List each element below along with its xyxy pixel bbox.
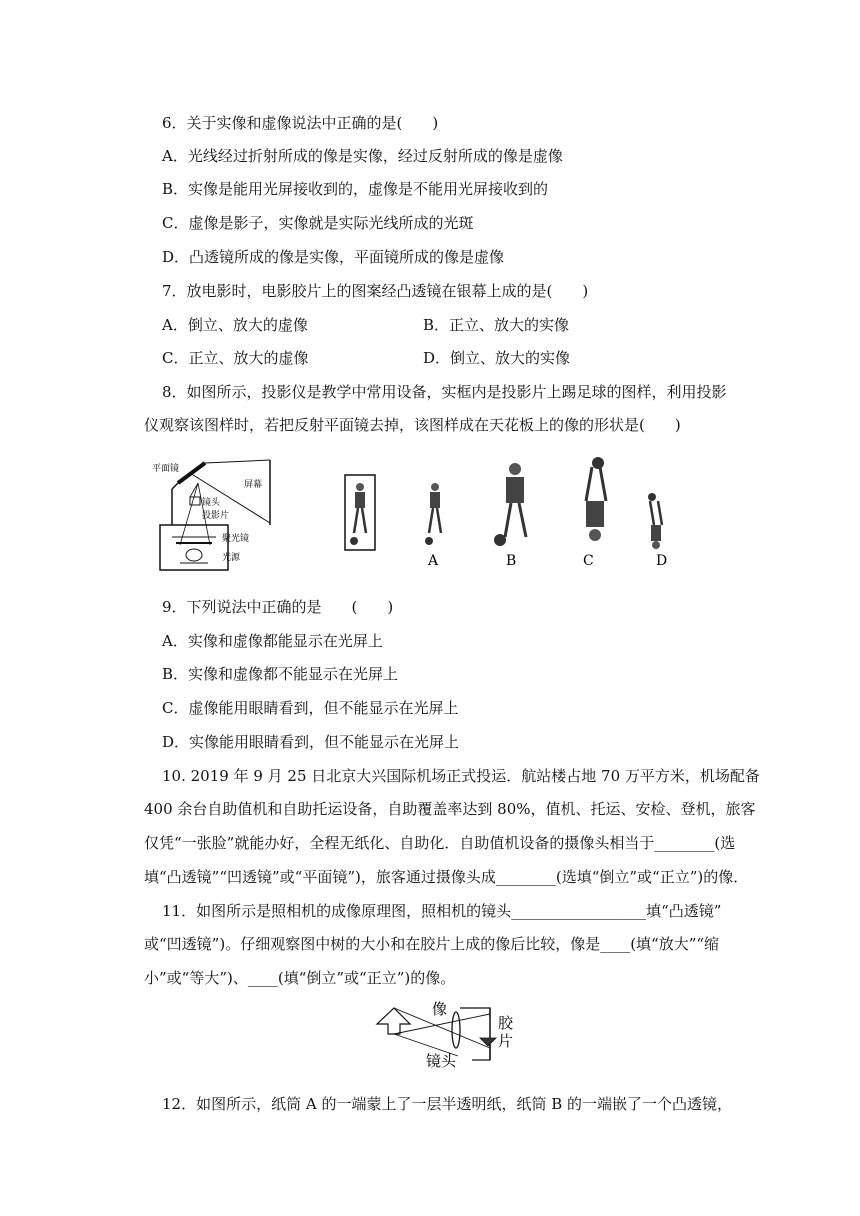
q9-stem: 9．下列说法中正确的是 ( ): [162, 598, 394, 616]
q9-option-d: D．实像能用眼睛看到，但不能显示在光屏上: [162, 733, 460, 751]
lens: [190, 497, 200, 505]
q11-line2: 或“凹透镜”)。仔细观察图中树的大小和在胶片上成的像后比较，像是____(填“放大”“缩: [144, 935, 720, 953]
option-a-player: [425, 483, 441, 545]
q7-stem: 7．放电影时，电影胶片上的图案经凸透镜在银幕上成的是( ): [162, 282, 589, 300]
option-d-player: [648, 493, 662, 549]
q7-option-d: D．倒立、放大的实像: [423, 349, 571, 367]
label-light: 光源: [222, 553, 241, 563]
q6-option-d: D．凸透镜所成的像是实像，平面镜所成的像是虚像: [162, 248, 505, 266]
label-mirror: 平面镜: [152, 464, 180, 474]
q7-option-c: C．正立、放大的虚像: [162, 349, 309, 367]
q6-option-a: A．光线经过折射所成的像是实像，经过反射所成的像是虚像: [162, 147, 563, 165]
camera-figure: [372, 1000, 532, 1072]
option-a-label: A: [428, 553, 439, 569]
q11-line1: 11．如图所示是照相机的成像原理图，照相机的镜头__________________填“凸透镜”: [162, 902, 722, 920]
q6-option-b: B．实像是能用光屏接收到的，虚像是不能用光屏接收到的: [162, 180, 549, 198]
label-lens: 镜头: [426, 1052, 457, 1070]
label-condenser: 聚光镜: [222, 534, 250, 544]
light-source: [186, 549, 202, 561]
q8-stem-line1: 8．如图所示，投影仪是教学中常用设备，实框内是投影片上踢足球的图样，利用投影: [162, 383, 727, 401]
option-c-label: C: [583, 553, 594, 569]
option-b-label: B: [506, 553, 517, 569]
projector-figure: [150, 455, 280, 580]
q10-line4: 填“凸透镜”“凹透镜”或“平面镜”)，旅客通过摄像头成________(选填“倒立”或“正立”)的像．: [144, 868, 749, 886]
q11-line3: 小”或“等大”)、____(填“倒立”或“正立”)的像。: [144, 969, 456, 987]
option-c-player: [586, 457, 606, 541]
q12-line1: 12．如图所示，纸筒 A 的一端蒙上了一层半透明纸，纸筒 B 的一端嵌了一个凸透镜，: [162, 1095, 733, 1113]
original-player: [350, 483, 366, 545]
label-film-1: 胶: [498, 1014, 514, 1032]
q9-option-a: A．实像和虚像都能显示在光屏上: [162, 632, 383, 650]
q9-option-c: C．虚像能用眼睛看到，但不能显示在光屏上: [162, 699, 459, 717]
q7-option-b: B．正立、放大的实像: [423, 316, 570, 334]
q6-option-c: C．虚像是影子，实像就是实际光线所成的光斑: [162, 214, 474, 232]
q8-stem-line2: 仪观察该图样时，若把反射平面镜去掉，该图样成在天花板上的像的形状是( ): [144, 416, 681, 434]
q10-line3: 仅凭“一张脸”就能办好，全程无纸化、自助化．自助值机设备的摄像头相当于________(选: [144, 834, 736, 852]
label-lens: 镜头: [202, 498, 221, 508]
tree: [377, 1008, 410, 1034]
camera-lens: [452, 1012, 460, 1048]
option-d-label: D: [656, 553, 668, 569]
q10-line1: 10. 2019 年 9 月 25 日北京大兴国际机场正式投运．航站楼占地 70 万平方米，机场配备: [162, 767, 760, 785]
q9-option-b: B．实像和虚像都不能显示在光屏上: [162, 665, 399, 683]
option-b-player: [494, 463, 526, 546]
q7-option-a: A．倒立、放大的虚像: [162, 316, 308, 334]
q10-line2: 400 余台自助值机和自助托运设备，自助覆盖率达到 80%，值机、托运、安检、登机，旅客: [144, 800, 756, 818]
label-screen: 屏幕: [244, 480, 263, 490]
soccer-figures: [340, 455, 690, 575]
label-image: 像: [432, 1000, 448, 1018]
label-slide: 投影片: [202, 511, 230, 521]
q6-stem: 6．关于实像和虚像说法中正确的是( ): [162, 114, 439, 132]
label-film-2: 片: [498, 1032, 514, 1050]
